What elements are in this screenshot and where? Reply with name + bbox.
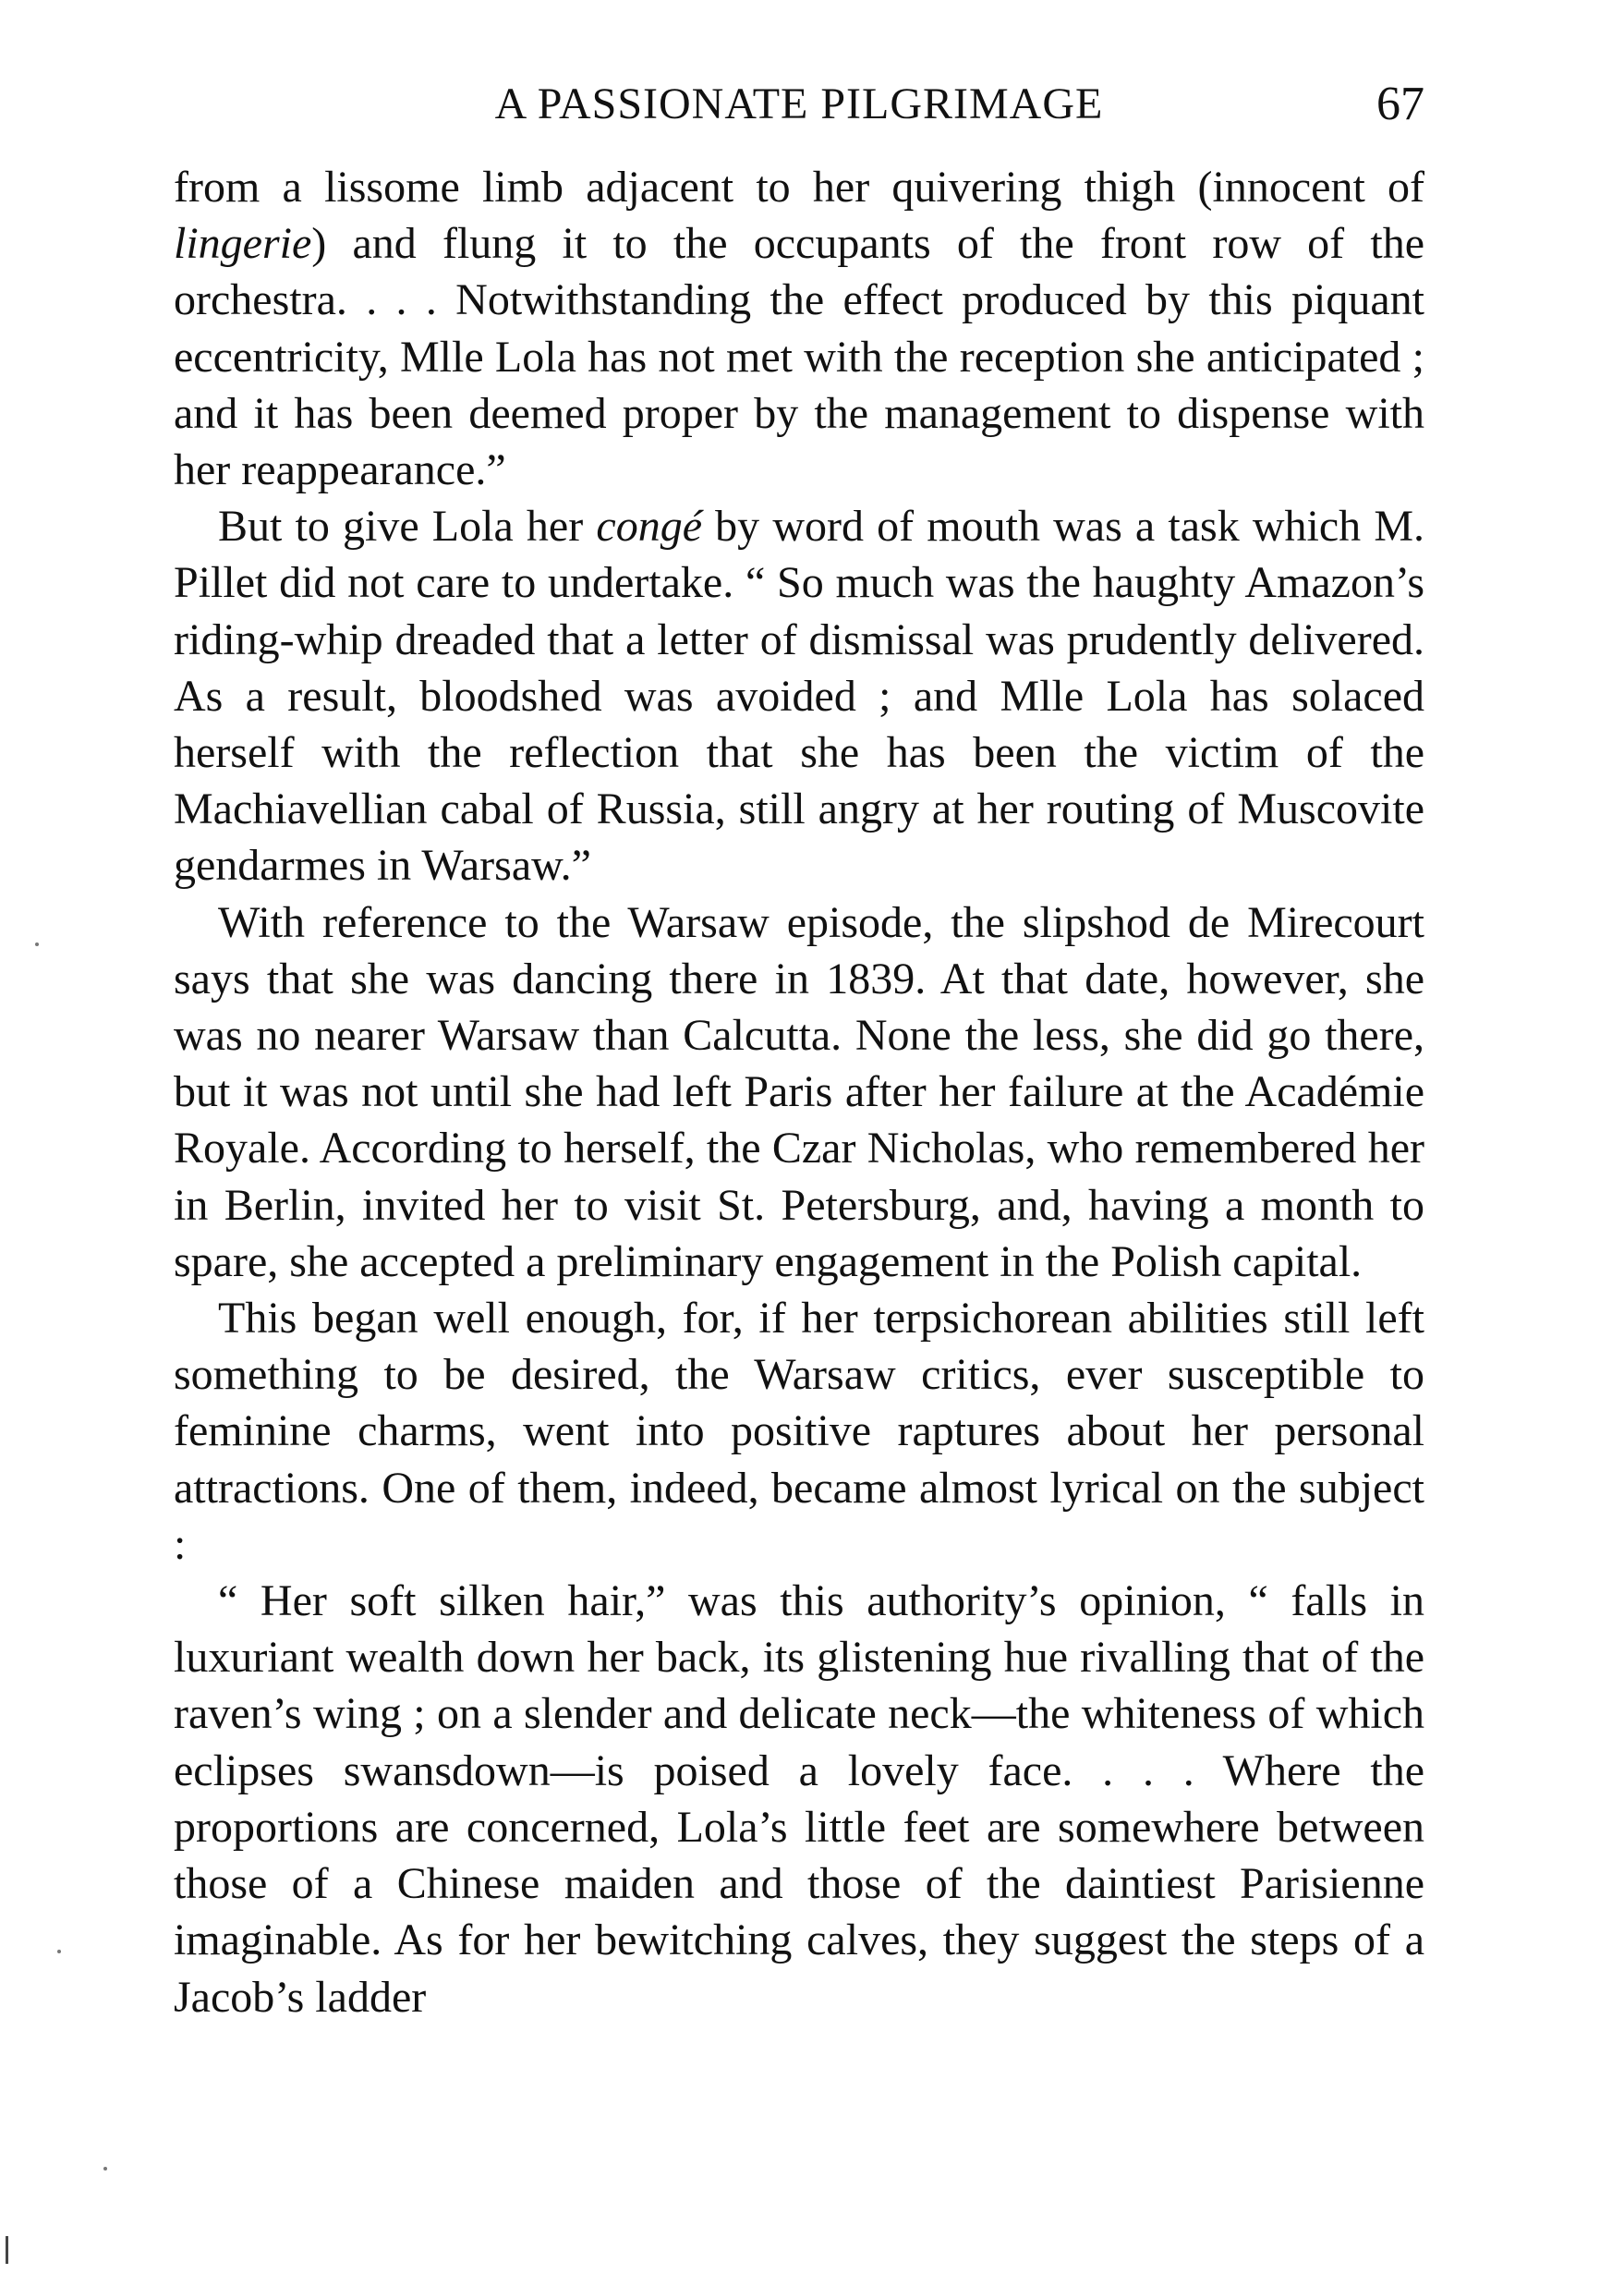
paragraph [174, 498, 1424, 894]
text-run: from a lissome limb adjacent to her quivering thigh (innocent of [174, 163, 1424, 212]
paragraph [174, 1290, 1424, 1573]
running-title: A PASSIONATE PILGRIMAGE [494, 79, 1104, 128]
text-run: ) and flung it to the occupants of the front row of the orchestra. . . . Notwithstanding the effect produced by this piquant eccentricity, Mlle Lola has not met with the reception she anticipated ; and it has been deemed proper by the management to dispense with her reappearance.” [174, 219, 1424, 495]
paragraph [174, 159, 1424, 498]
scan-speck [103, 2167, 107, 2170]
body-text [174, 159, 1424, 2025]
paragraph [174, 1573, 1424, 2025]
text-run: This began well enough, for, if her terpsichorean abilities still left something to be desired, the Warsaw critics, ever susceptible to feminine charms, went into positive raptures about her personal attractions. One of them, indeed, became almost lyrical on the subject : [174, 1294, 1424, 1569]
italic-text-run: congé [596, 502, 702, 552]
page-number: 67 [1376, 78, 1424, 130]
scan-speck [57, 1950, 61, 1953]
text-run: “ Her soft silken hair,” was this authority’s opinion, “ falls in luxuriant wealth down her back, its glistening hue rivalling that of the raven’s wing ; on a slender and delicate neck—the whiteness of which eclipses swansdown—is poised a lovely face. . . . Where the proportions are concerned, Lola’s little feet are somewhere between those of a Chinese maiden and those of the daintiest Parisienne imaginable. As for her bewitching calves, they suggest the steps of a Jacob’s ladder [174, 1576, 1424, 2022]
scan-speck [35, 942, 39, 946]
paragraph [174, 894, 1424, 1290]
italic-text-run: lingerie [174, 219, 312, 269]
text-run: With reference to the Warsaw episode, the slipshod de Mirecourt says that she was dancing there in 1839. At that date, however, she was no nearer Warsaw than Calcutta. None the less, she did go there, but it was not until she had left Paris after her failure at the Académie Royale. According to herself, the Czar Nicholas, who remembered her in Berlin, invited her to visit St. Petersburg, and, having a month to spare, she accepted a preliminary engagement in the Polish capital. [174, 897, 1424, 1286]
text-run: by word of mouth was a task which M. Pillet did not care to undertake. “ So much was the haughty Amazon’s riding-whip dreaded that a letter of dismissal was prudently delivered. As a result, bloodshed was avoided ; and Mlle Lola has solaced herself with the reflection that she has been the victim of the Machiavellian cabal of Russia, still angry at her routing of Muscovite gendarmes in Warsaw.” [174, 502, 1425, 891]
text-run: But to give Lola her [218, 502, 597, 552]
running-head [174, 72, 1424, 137]
scan-edge-mark [6, 2236, 8, 2264]
